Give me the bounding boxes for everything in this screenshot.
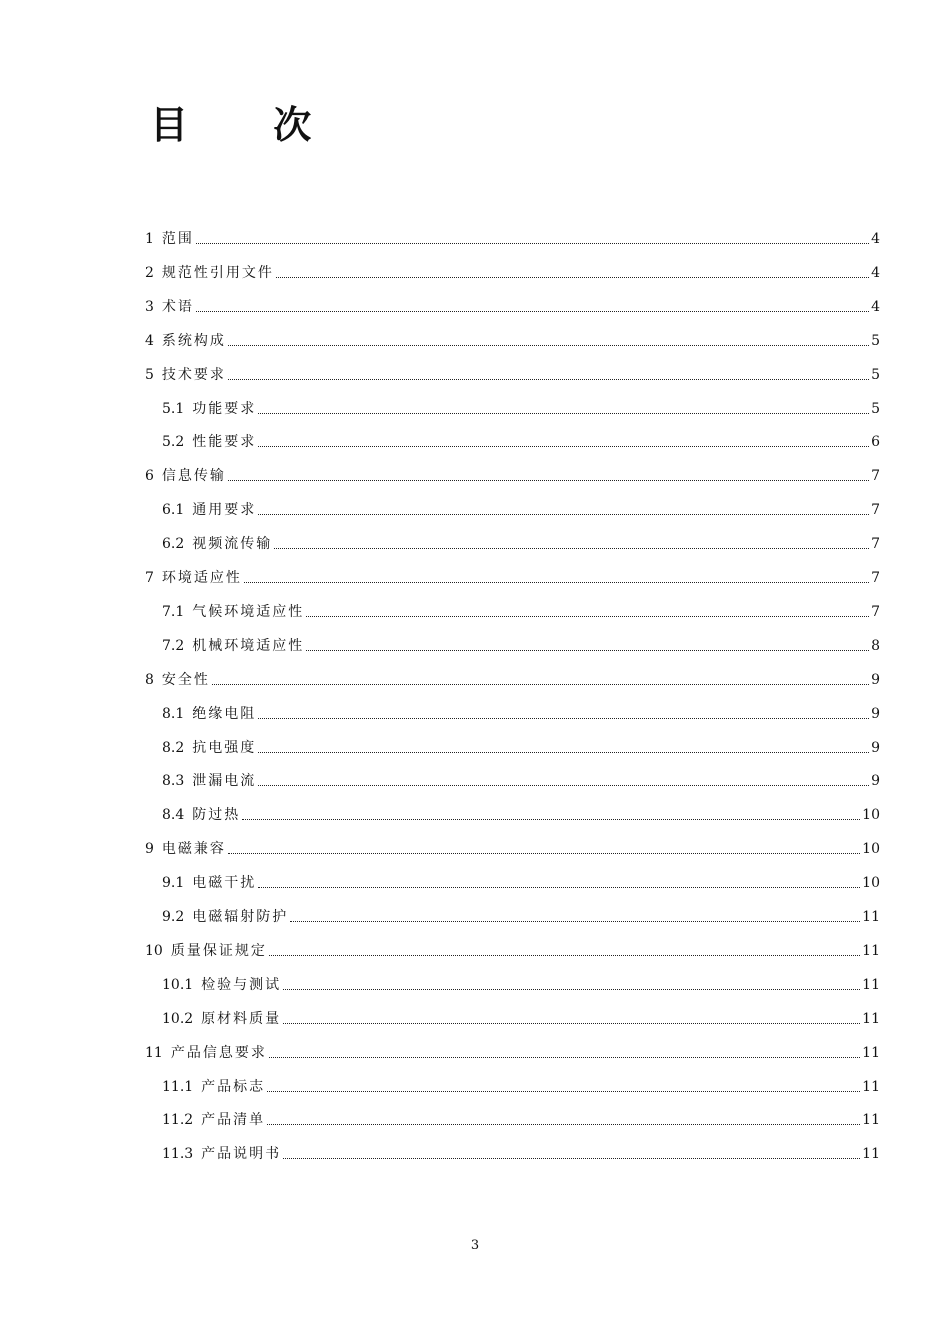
toc-entry-number: 2 bbox=[145, 264, 154, 281]
toc-entry-label: 电磁兼容 bbox=[161, 841, 226, 858]
toc-entry-page: 9 bbox=[871, 705, 880, 722]
toc-entry[interactable] bbox=[162, 735, 880, 757]
toc-entry-page: 7 bbox=[871, 502, 880, 519]
toc-entry-label: 性能要求 bbox=[192, 434, 257, 451]
toc-entry-label: 质量保证规定 bbox=[170, 942, 267, 959]
dot-leader bbox=[283, 1158, 860, 1159]
dot-leader bbox=[258, 413, 869, 414]
toc-entry[interactable] bbox=[162, 802, 880, 824]
toc-entry[interactable] bbox=[162, 497, 880, 519]
toc-entry-number: 8.3 bbox=[162, 773, 185, 790]
toc-entry[interactable] bbox=[162, 429, 880, 451]
toc-entry-label: 检验与测试 bbox=[201, 976, 282, 993]
dot-leader bbox=[258, 887, 860, 888]
toc-entry-number: 6.1 bbox=[162, 502, 185, 519]
dot-leader bbox=[212, 684, 869, 685]
toc-entry-number: 11.1 bbox=[162, 1078, 194, 1095]
toc-entry-page: 10 bbox=[862, 841, 880, 858]
toc-entry-number: 6.2 bbox=[162, 536, 185, 553]
toc-entry-number: 7.2 bbox=[162, 637, 185, 654]
toc-entry[interactable] bbox=[162, 701, 880, 723]
toc-entry-label: 通用要求 bbox=[192, 502, 257, 519]
toc-entry[interactable] bbox=[162, 972, 880, 994]
dot-leader bbox=[228, 345, 869, 346]
toc-entry-number: 9.1 bbox=[162, 875, 185, 892]
dot-leader bbox=[290, 921, 860, 922]
toc-entry[interactable] bbox=[145, 260, 880, 282]
dot-leader bbox=[306, 650, 869, 651]
toc-entry[interactable] bbox=[145, 1040, 880, 1062]
dot-leader bbox=[258, 785, 869, 786]
dot-leader bbox=[276, 277, 869, 278]
toc-entry-number: 5.2 bbox=[162, 434, 185, 451]
dot-leader bbox=[244, 582, 869, 583]
toc-entry[interactable] bbox=[162, 599, 880, 621]
toc-entry-number: 5 bbox=[145, 366, 154, 383]
toc-entry[interactable] bbox=[145, 836, 880, 858]
toc-entry-label: 范围 bbox=[161, 231, 194, 247]
toc-entry-label: 产品说明书 bbox=[201, 1146, 282, 1163]
toc-entry-page: 6 bbox=[871, 434, 880, 451]
toc-entry-number: 8.4 bbox=[162, 807, 185, 824]
toc-entry-label: 术语 bbox=[161, 298, 194, 315]
toc-entry[interactable] bbox=[162, 1006, 880, 1028]
dot-leader bbox=[228, 480, 869, 481]
toc-entry-label: 电磁辐射防护 bbox=[192, 909, 289, 925]
toc-entry-page: 4 bbox=[871, 264, 880, 281]
page-number: 3 bbox=[470, 1238, 480, 1253]
dot-leader bbox=[258, 446, 869, 447]
toc-entry-label: 系统构成 bbox=[161, 332, 226, 349]
toc-entry-page: 11 bbox=[862, 1010, 880, 1027]
toc-entry[interactable] bbox=[162, 768, 880, 790]
toc-entry-page: 7 bbox=[871, 468, 880, 485]
toc-entry[interactable] bbox=[162, 396, 880, 418]
toc-entry-page: 10 bbox=[862, 875, 880, 892]
toc-entry[interactable] bbox=[162, 1074, 880, 1096]
toc-entry-number: 10 bbox=[145, 942, 163, 959]
toc-entry-number: 5.1 bbox=[162, 400, 185, 417]
toc-entry-number: 11.3 bbox=[162, 1146, 194, 1163]
toc-entry-label: 功能要求 bbox=[192, 400, 257, 417]
toc-entry-label: 抗电强度 bbox=[192, 739, 257, 756]
toc-entry-page: 7 bbox=[871, 570, 880, 586]
toc-entry[interactable] bbox=[162, 904, 880, 926]
toc-entry-page: 7 bbox=[871, 603, 880, 620]
toc-entry-page: 5 bbox=[871, 400, 880, 417]
toc-entry-page: 11 bbox=[862, 1078, 880, 1095]
dot-leader bbox=[269, 955, 860, 956]
toc-entry-label: 产品标志 bbox=[201, 1078, 266, 1095]
toc-entry[interactable] bbox=[162, 1107, 880, 1129]
toc-entry[interactable] bbox=[145, 938, 880, 960]
toc-entry[interactable] bbox=[162, 633, 880, 655]
toc-entry-number: 9 bbox=[145, 841, 154, 858]
dot-leader bbox=[228, 379, 869, 380]
toc-entry-label: 防过热 bbox=[192, 807, 241, 824]
toc-entry-label: 视频流传输 bbox=[192, 536, 273, 553]
toc-entry-label: 产品信息要求 bbox=[170, 1044, 267, 1061]
toc-entry-page: 8 bbox=[871, 637, 880, 654]
dot-leader bbox=[196, 311, 869, 312]
toc-entry-number: 1 bbox=[145, 231, 154, 247]
toc-entry-number: 8 bbox=[145, 671, 154, 688]
toc-entry-label: 技术要求 bbox=[161, 366, 226, 383]
toc-entry-page: 5 bbox=[871, 366, 880, 383]
toc-entry-page: 10 bbox=[862, 807, 880, 824]
toc-entry[interactable] bbox=[145, 328, 880, 350]
dot-leader bbox=[283, 1023, 860, 1024]
toc-entry-label: 机械环境适应性 bbox=[192, 637, 305, 654]
toc-entry[interactable] bbox=[145, 463, 880, 485]
toc-entry-page: 7 bbox=[871, 536, 880, 553]
dot-leader bbox=[228, 853, 860, 854]
page-title: 目 次 bbox=[150, 102, 348, 147]
dot-leader bbox=[274, 548, 869, 549]
toc-entry-label: 气候环境适应性 bbox=[192, 603, 305, 620]
toc-entry-page: 11 bbox=[862, 909, 880, 925]
toc-entry-label: 信息传输 bbox=[161, 468, 226, 485]
toc-entry-number: 10.2 bbox=[162, 1010, 194, 1027]
toc-entry-page: 11 bbox=[862, 1146, 880, 1163]
toc-entry[interactable] bbox=[145, 362, 880, 384]
dot-leader bbox=[283, 989, 860, 990]
toc-entry-number: 3 bbox=[145, 298, 154, 315]
toc-entry[interactable] bbox=[162, 531, 880, 553]
toc-entry-page: 9 bbox=[871, 773, 880, 790]
toc-entry[interactable] bbox=[145, 294, 880, 316]
dot-leader bbox=[242, 819, 860, 820]
toc-entry-label: 原材料质量 bbox=[201, 1010, 282, 1027]
dot-leader bbox=[258, 718, 869, 719]
toc-entry-page: 11 bbox=[862, 942, 880, 959]
dot-leader bbox=[258, 752, 869, 753]
toc-entry-page: 11 bbox=[862, 1044, 880, 1061]
toc-entry-number: 11.2 bbox=[162, 1112, 194, 1129]
dot-leader bbox=[258, 514, 869, 515]
toc-entry[interactable] bbox=[145, 226, 880, 248]
toc-entry-page: 5 bbox=[871, 332, 880, 349]
toc-entry-page: 4 bbox=[871, 231, 880, 247]
toc-entry-number: 8.1 bbox=[162, 705, 185, 722]
toc-entry-label: 电磁干扰 bbox=[192, 875, 257, 892]
toc-entry-label: 规范性引用文件 bbox=[161, 264, 274, 281]
toc-entry-label: 泄漏电流 bbox=[192, 773, 257, 790]
toc-entry[interactable] bbox=[162, 1141, 880, 1163]
dot-leader bbox=[306, 616, 869, 617]
toc-entry-number: 8.2 bbox=[162, 739, 185, 756]
toc-entry-number: 9.2 bbox=[162, 909, 185, 925]
toc-entry-number: 6 bbox=[145, 468, 154, 485]
toc-entry-page: 4 bbox=[871, 298, 880, 315]
toc-entry-number: 11 bbox=[145, 1044, 163, 1061]
toc-entry[interactable] bbox=[145, 667, 880, 689]
dot-leader bbox=[196, 243, 869, 244]
toc-entry-label: 产品清单 bbox=[201, 1112, 266, 1129]
toc-entry-number: 7 bbox=[145, 570, 154, 586]
dot-leader bbox=[267, 1124, 860, 1125]
dot-leader bbox=[267, 1091, 860, 1092]
toc-entry[interactable] bbox=[145, 565, 880, 587]
toc-entry-label: 绝缘电阻 bbox=[192, 705, 257, 722]
toc-entry-page: 9 bbox=[871, 739, 880, 756]
toc-entry-label: 环境适应性 bbox=[161, 570, 242, 586]
toc-entry-number: 10.1 bbox=[162, 976, 194, 993]
toc-entry-page: 11 bbox=[862, 1112, 880, 1129]
dot-leader bbox=[269, 1057, 860, 1058]
toc-entry[interactable] bbox=[162, 870, 880, 892]
toc-entry-number: 4 bbox=[145, 332, 154, 349]
toc-entry-number: 7.1 bbox=[162, 603, 185, 620]
toc-entry-page: 11 bbox=[862, 976, 880, 993]
toc-entry-label: 安全性 bbox=[161, 671, 210, 688]
toc-entry-page: 9 bbox=[871, 671, 880, 688]
